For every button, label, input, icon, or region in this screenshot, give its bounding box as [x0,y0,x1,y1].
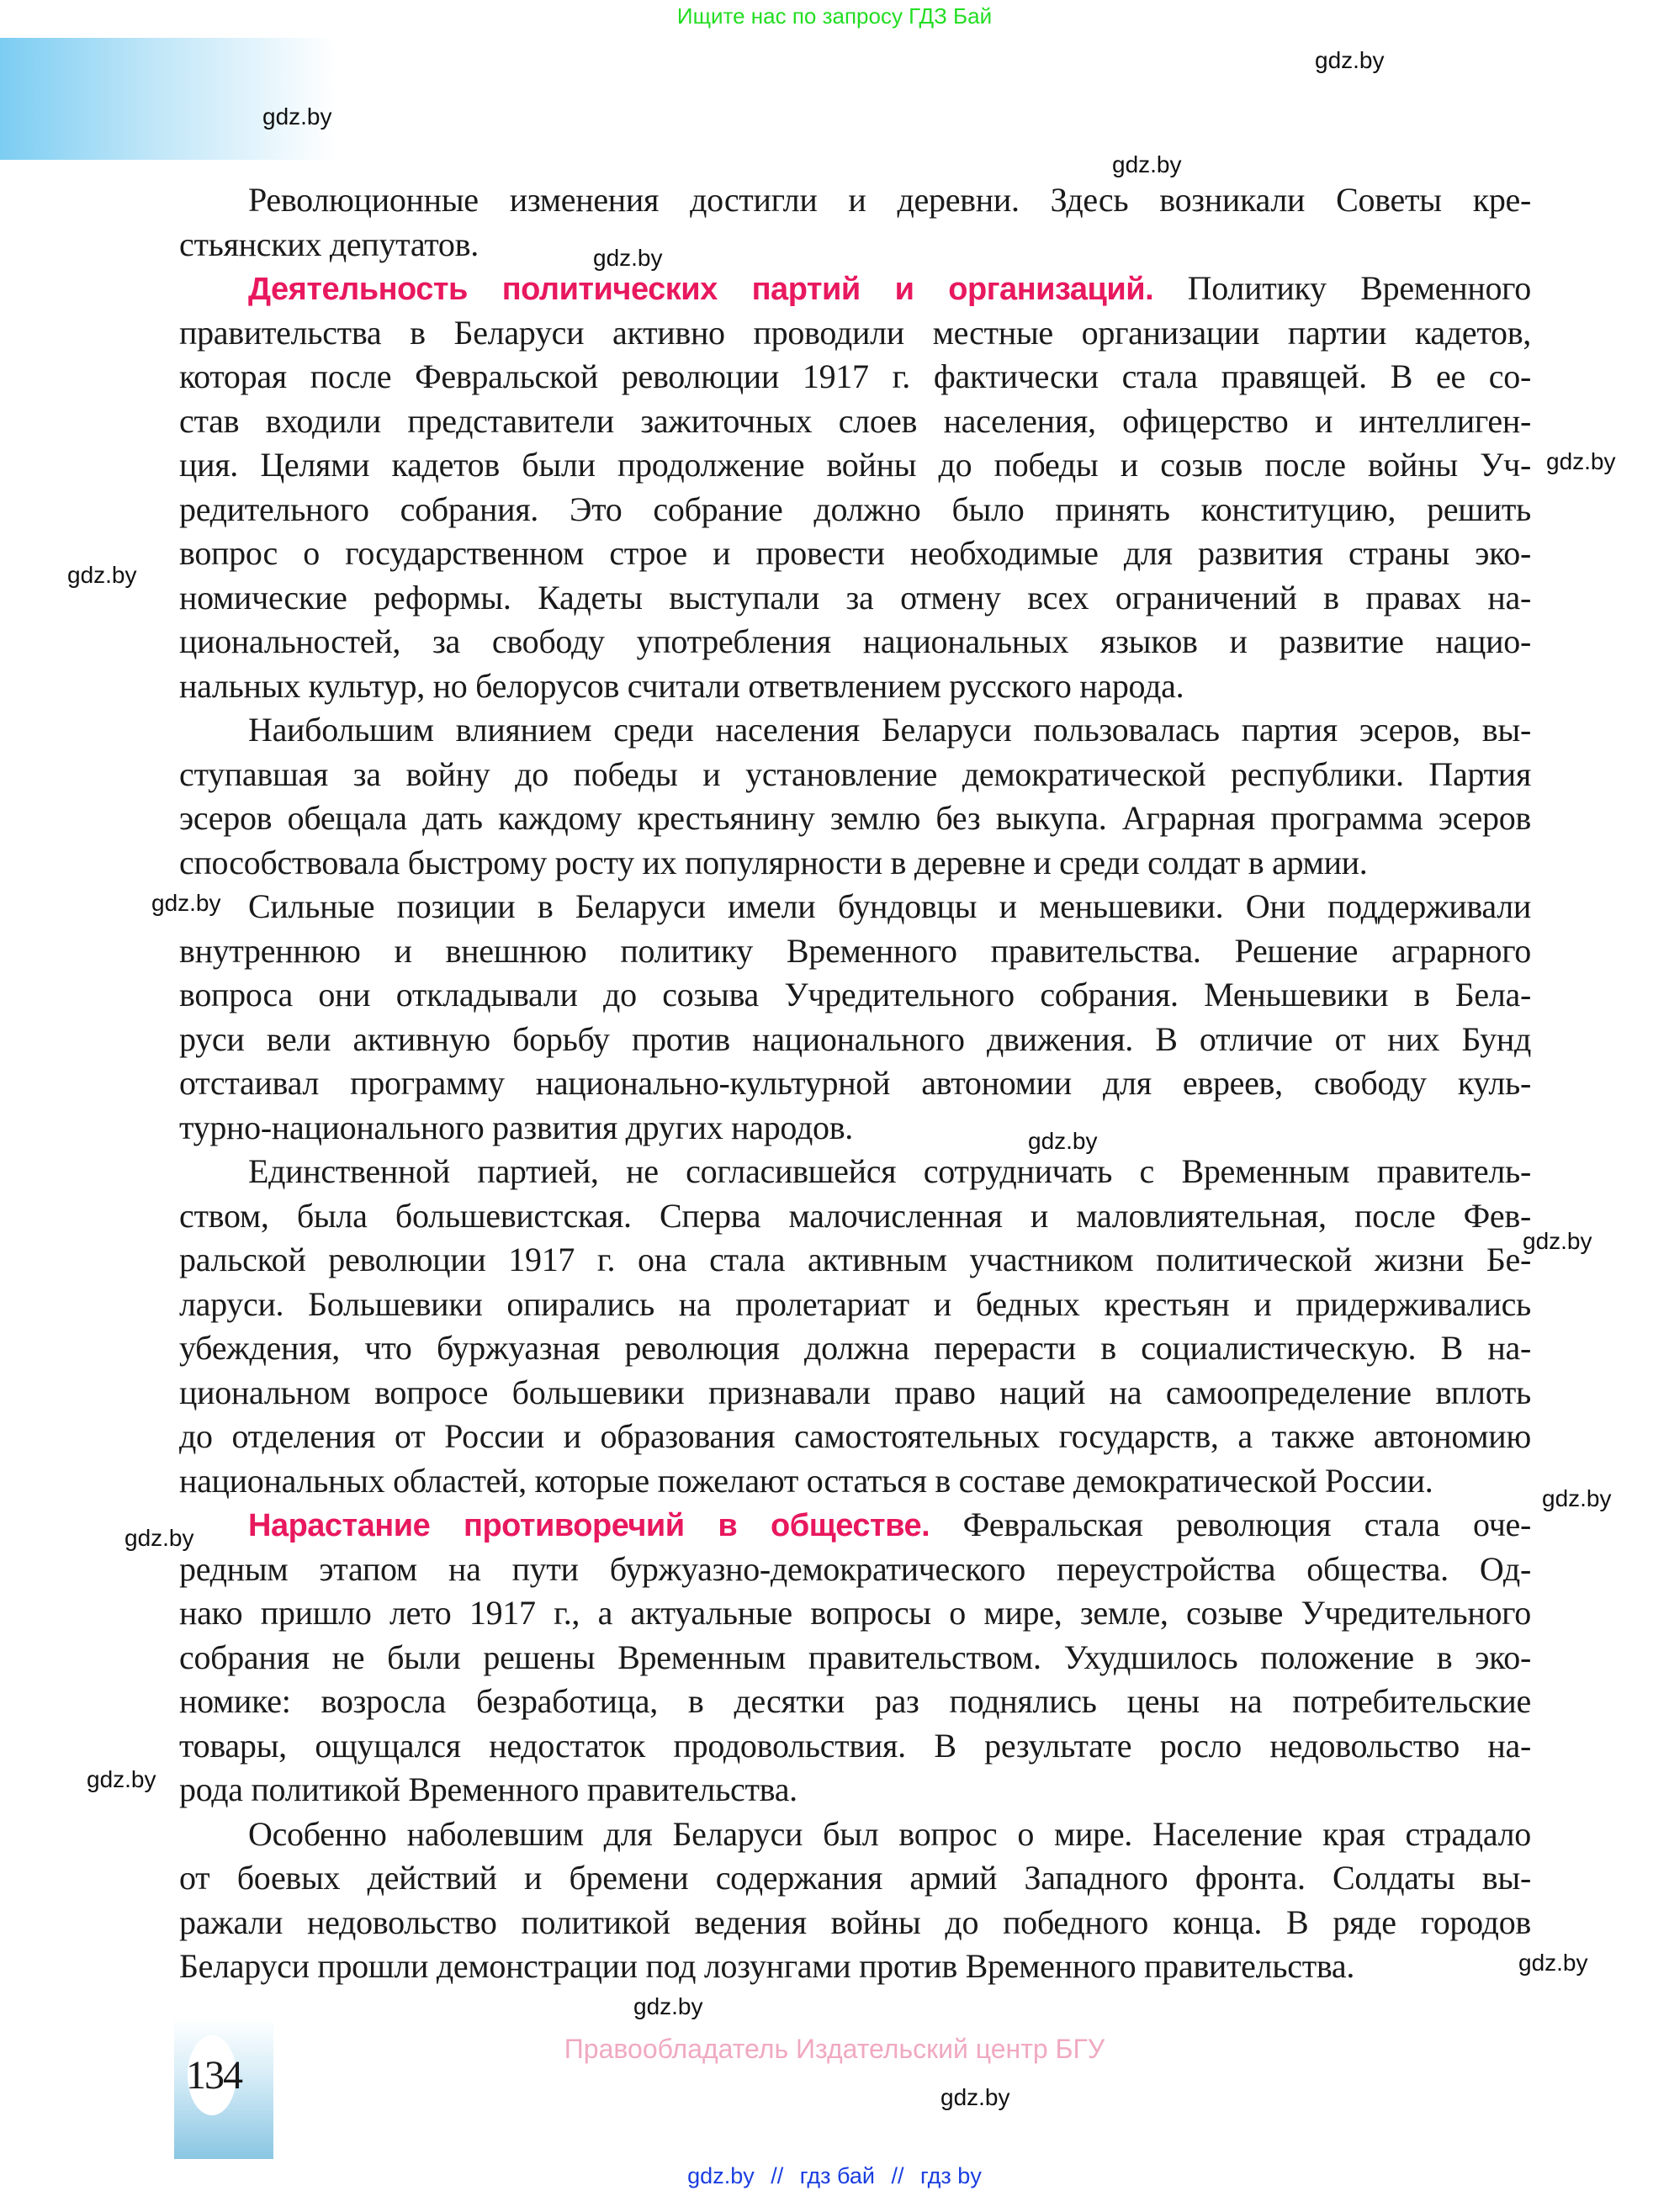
watermark: gdz.by [1523,1228,1592,1254]
watermark: gdz.by [940,2084,1010,2110]
paragraph-line: Наибольшим влиянием среди населения Беларуси пользовалась партия эсеров, вы- [248,711,1531,749]
watermark: gdz.by [1546,448,1616,474]
paragraph-line: номические реформы. Кадеты выступали за отмену всех ограничений в правах на- [179,578,1531,617]
watermark: gdz.by [262,103,332,130]
watermark: gdz.by [87,1766,156,1792]
footer-link-gdz-by[interactable]: gdz.by [687,2163,755,2188]
paragraph-line: ция. Целями кадетов были продолжение войны до победы и созыв после войны Уч- [179,446,1531,484]
paragraph-line: рода политикой Временного правительства. [179,1770,797,1808]
watermark: gdz.by [151,890,221,916]
paragraph-line: стьянских депутатов. [179,225,479,263]
paragraph-line: руси вели активную борьбу против национального движения. В отличие от них Бунд [179,1019,1531,1058]
watermark: gdz.by [1315,47,1385,73]
watermark: gdz.by [1028,1128,1098,1154]
paragraph-line: нальных культур, но белорусов считали ответвлением русского народа. [179,666,1184,705]
paragraph-line: нако пришло лето 1917 г., а актуальные вопросы о мире, земле, созыве Учредительного [179,1594,1531,1632]
section-heading: Деятельность политических партий и организаций. [248,272,1154,307]
paragraph-line: редительного собрания. Это собрание должно было принять конституцию, решить [179,489,1531,528]
watermark: gdz.by [593,245,663,271]
paragraph-line: эсеров обещала дать каждому крестьянину землю без выкупа. Аграрная программа эсеров [179,799,1531,837]
line-text: Политику Временного [1153,269,1531,307]
paragraph-line: вопрос о государственном строе и провести необходимые для развития страны эко- [179,534,1531,572]
paragraph-line: турно-национального развития других народов. [179,1108,853,1146]
paragraph-line: товары, ощущался недостаток продовольствия. В результате росло недовольство на- [179,1726,1531,1765]
paragraph-line: Особенно наболевшим для Беларуси был вопрос о мире. Население края страдало [248,1814,1531,1853]
footer-separator: // [771,2163,784,2188]
paragraph-line: способствовала быстрому росту их популярности в деревне и среди солдат в армии. [179,843,1368,881]
watermark: gdz.by [1518,1950,1588,1976]
paragraph-line: отстаивал программу национально-культурной автономии для евреев, свободу куль- [179,1064,1531,1102]
paragraph-line: ством, была большевистская. Сперва малочисленная и маловлиятельная, после Фев- [179,1196,1531,1235]
page-number: 134 [186,2053,241,2098]
footer-link-gdz-bai[interactable]: гдз бай [799,2163,875,2188]
paragraph-line: номике: возросла безработица, в десятки раз поднялись цены на потребительские [179,1682,1531,1720]
paragraph-line: Единственной партией, не согласившейся сотрудничать с Временным правитель- [248,1152,1531,1190]
paragraph-line: редным этапом на пути буржуазно-демократического переустройства общества. Од- [179,1549,1531,1588]
watermark: gdz.by [633,1993,703,2019]
paragraph-line: ражали недовольство политикой ведения войны до победного конца. В ряде городов [179,1902,1531,1941]
paragraph-line: ральской революции 1917 г. она стала активным участником политической жизни Бе- [179,1241,1531,1278]
paragraph-line: Революционные изменения достигли и деревни. Здесь возникали Советы кре- [248,181,1531,219]
paragraph-line: став входили представители зажиточных слоев населения, офицерство и интеллиген- [179,401,1531,440]
paragraph-line: ларуси. Большевики опирались на пролетариат и бедных крестьян и придерживались [179,1284,1531,1323]
paragraph-line [179,1503,1531,1548]
watermark: gdz.by [1542,1485,1612,1511]
footer-links [0,2163,1669,2189]
paragraph-line: от боевых действий и бремени содержания армий Западного фронта. Солдаты вы- [179,1859,1531,1897]
paragraph-line: правительства в Беларуси активно проводили местные организации партии кадетов, [179,313,1531,352]
section-heading: Нарастание противоречий в обществе. [248,1508,930,1543]
paragraph-line: внутреннюю и внешнюю политику Временного правительства. Решение аграрного [179,931,1531,970]
paragraph-line [179,267,1531,311]
paragraph-line: Сильные позиции в Беларуси имели бундовцы и меньшевики. Они поддерживали [248,887,1531,925]
copyright-notice: Правообладатель Издательский центр БГУ [564,2034,1105,2064]
paragraph-line: до отделения от России и образования самостоятельных государств, а также автономию [179,1417,1531,1455]
decorative-banner [0,38,336,160]
paragraph-line: убеждения, что буржуазная революция должна перерасти в социалистическую. В на- [179,1329,1531,1367]
paragraph-line: вопроса они откладывали до созыва Учредительного собрания. Меньшевики в Бела- [179,976,1531,1013]
page-body-text [179,178,1531,1989]
paragraph-line: циональностей, за свободу употребления национальных языков и развитие нацио- [179,622,1531,660]
footer-link-gdz-by-2[interactable]: гдз by [920,2163,982,2188]
watermark: gdz.by [125,1525,194,1551]
paragraph-line: национальных областей, которые пожелают остаться в составе демократической России. [179,1461,1433,1500]
line-text: Февральская революция стала оче- [930,1506,1532,1543]
footer-separator: // [891,2163,904,2188]
paragraph-line: которая после Февральской революции 1917 г. фактически стала правящей. В ее со- [179,357,1531,395]
top-ad-text[interactable]: Ищите нас по запросу ГДЗ Бай [676,3,993,29]
watermark: gdz.by [67,562,137,588]
paragraph-line: циональном вопросе большевики признавали право наций на самоопределение вплоть [179,1373,1531,1411]
watermark: gdz.by [1112,151,1182,177]
paragraph-line: ступавшая за войну до победы и установление демократической республики. Партия [179,754,1531,793]
paragraph-line: собрания не были решены Временным правительством. Ухудшилось положение в эко- [179,1638,1531,1676]
paragraph-line: Беларуси прошли демонстрации под лозунгами против Временного правительства. [179,1947,1355,1985]
